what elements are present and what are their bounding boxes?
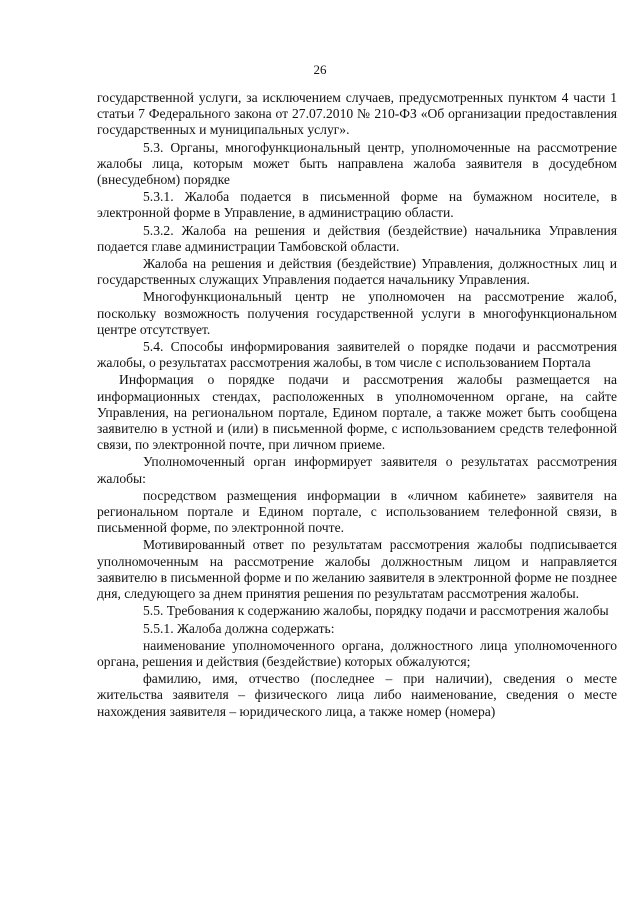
paragraph: Жалоба на решения и действия (бездействие) Управления, должностных лиц и государственных служащих Управления подается начальнику Управления. [97,256,617,288]
paragraph: государственной услуги, за исключением случаев, предусмотренных пунктом 4 части 1 статьи 7 Федерального закона от 27.07.2010 № 210-ФЗ «Об организации предоставления государственных и муниципальных услуг». [97,90,617,138]
paragraph: наименование уполномоченного органа, должностного лица уполномоченного органа, решения и действия (бездействие) которых обжалуются; [97,637,617,669]
paragraph: фамилию, имя, отчество (последнее – при наличии), сведения о месте жительства заявителя – физического лица либо наименование, сведения о месте нахождения заявителя – юридического лица, а также номер (номера) [97,671,617,719]
document-body [97,90,617,721]
paragraph: 5.3.2. Жалоба на решения и действия (бездействие) начальника Управления подается главе администрации Тамбовской области. [97,222,617,254]
paragraph: Уполномоченный орган информирует заявителя о результатах рассмотрения жалобы: [97,454,617,486]
paragraph: 5.4. Способы информирования заявителей о порядке подачи и рассмотрения жалобы, о результатах рассмотрения жалобы, в том числе с использованием Портала [97,339,617,371]
paragraph: 5.5.1. Жалоба должна содержать: [143,620,335,636]
paragraph: Мотивированный ответ по результатам рассмотрения жалобы подписывается уполномоченным на рассмотрение жалобы должностным лицом и направляется заявителю в письменной форме и по желанию заявителя в электронной форме не позднее дня, следующего за днем принятия решения по результатам рассмотрения жалобы. [97,537,617,602]
paragraph: Многофункциональный центр не уполномочен на рассмотрение жалоб, поскольку возможность получения государственной услуги в многофункциональном центре отсутствует. [97,289,617,337]
paragraph: посредством размещения информации в «личном кабинете» заявителя на региональном портале и Едином портале, с использованием телефонной связи, в письменной форме, по электронной почте. [97,487,617,536]
page-number: 26 [313,62,327,77]
paragraph: Информация о порядке подачи и рассмотрения жалобы размещается на информационных стендах, расположенных в уполномоченном органе, на сайте Управления, на региональном портале, Едином портале, а также может быть сообщена заявителю в устной и (или) в письменной форме, с использованием средств телефонной связи, по электронной почте, при личном приеме. [97,372,617,453]
paragraph: 5.3. Органы, многофункциональный центр, уполномоченные на рассмотрение жалобы лица, которым может быть направлена жалоба заявителя в досудебном (внесудебном) порядке [97,139,617,188]
paragraph: 5.5. Требования к содержанию жалобы, порядку подачи и рассмотрения жалобы [143,603,609,619]
paragraph: 5.3.1. Жалоба подается в письменной форме на бумажном носителе, в электронной форме в Управление, в администрацию области. [97,189,617,221]
